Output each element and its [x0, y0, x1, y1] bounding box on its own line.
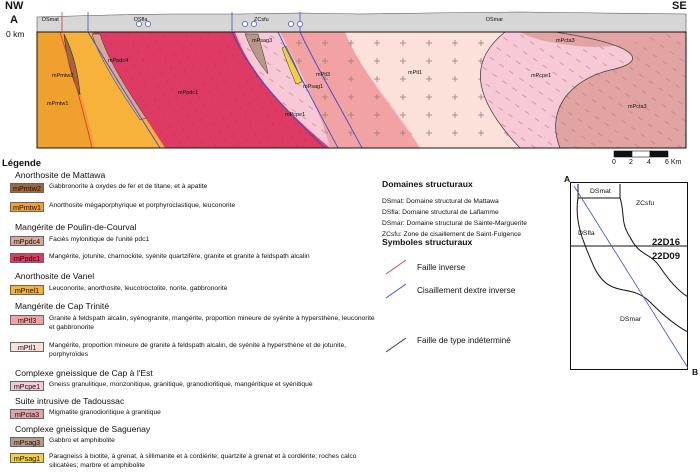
legend-item-mppdc1	[10, 253, 379, 265]
unit-label: mPsag3	[252, 38, 273, 44]
legend-desc: Anorthosite mégaporphyrique et porphyroclastique, leuconorite	[49, 202, 236, 209]
legend-desc: Mangérite, proportion mineure de granite à feldspath alcalin, de syénite à hypersthène et de jotunite, porphyroïdes	[49, 342, 347, 358]
legend-desc: Paragneiss à biotite, à grenat, à sillimanite et à cordiérite; quartzite à grenat et à cordiérite; roches calco silicatées; marbre et amphibolite	[49, 453, 357, 469]
unit-label: mPsag1	[303, 84, 324, 90]
unit-label: mPcpe1	[531, 73, 552, 79]
domain-tag: DSfla	[134, 17, 148, 23]
domain-line: DSmat: Domaine structural de Mattawa	[382, 198, 499, 205]
unit-label: mPpdc1	[178, 90, 199, 96]
legend-swatch: mPtl3	[10, 315, 44, 325]
legend-title: Légende	[2, 158, 42, 169]
locmap-zone: ZCsfu	[636, 200, 655, 207]
unit-label: mPcta3	[628, 104, 647, 110]
legend-desc: Mangérite, jotunite, charnockite, syénite quartzifère, granite et granite à feldspath alcalin	[49, 253, 310, 260]
domain-line: DSmar: Domaine structural de Sainte-Marguerite	[382, 220, 527, 227]
legend-group-title: Mangérite de Poulin-de-Courval	[15, 222, 137, 232]
legend-group-title: Anorthosite de Vanel	[15, 271, 95, 281]
unit-label: mPmtw1	[47, 101, 69, 107]
symbol-lines	[382, 256, 412, 356]
locmap-sheet-bottom: 22D09	[652, 251, 680, 262]
legend-group-title: Suite intrusive de Tadoussac	[15, 396, 125, 406]
legend-item-mpcta3	[10, 409, 379, 421]
domain-tag: DSmar	[486, 17, 504, 23]
domain-line: DSfla: Domaine structural de Laflamme	[382, 209, 499, 216]
domain-tag: DSmat	[42, 17, 59, 23]
legend-item-mpcpe1	[10, 381, 379, 393]
legend-item-mptl3	[10, 315, 379, 335]
legend-desc: Gabbronorite à oxydes de fer et de titane, et à apatite	[49, 183, 208, 190]
legend-swatch: mPsag3	[10, 437, 44, 447]
domain-line: ZCsfu: Zone de cisaillement de Saint-Fulgence	[382, 231, 522, 238]
dextral-shear-symbol	[386, 284, 406, 298]
legend-group-title: Complexe gneissique de Cap à l'Est	[15, 368, 153, 378]
unit-label: mPcpe1	[285, 112, 306, 118]
locmap-sheet-top: 22D16	[652, 237, 680, 248]
legend-swatch: mPsag1	[10, 453, 44, 463]
legend-swatch: mPmtw2	[10, 183, 44, 193]
unit-label: mPcta3	[556, 38, 575, 44]
symbol-label: Faille de type indéterminé	[417, 336, 511, 345]
legend-swatch: mPmtw1	[10, 202, 44, 212]
undetermined-fault-symbol	[386, 338, 406, 352]
legend-desc: Faciès mylonitique de l'unité pdc1	[49, 236, 150, 243]
unit-label: mPtl1	[408, 70, 423, 76]
shear-sense-symbol	[242, 21, 247, 26]
legend-item-mpsag3	[10, 437, 379, 449]
domain-tag: ZCsfu	[254, 17, 269, 23]
legend-desc: Gneiss granulitique, monzonitique, granitique, granodioritique, mangéritique et syénitique	[49, 381, 313, 388]
shear-sense-symbol	[288, 21, 293, 26]
location-map	[570, 182, 688, 370]
scale-label: 6 Km	[665, 159, 682, 166]
legend-item-mpsag1	[10, 453, 379, 473]
locmap-end-b: B	[692, 367, 699, 377]
unit-label: mPpdc4	[108, 58, 129, 64]
locmap-end-a: A	[564, 174, 571, 184]
shear-sense-symbol	[297, 21, 302, 26]
depth-label: 0 km	[6, 29, 25, 39]
legend-swatch: mPcpe1	[10, 381, 44, 391]
legend-item-mptl1	[10, 342, 379, 362]
legend-swatch: mPpdc4	[10, 236, 44, 246]
symbol-label: Cisaillement dextre inverse	[417, 286, 516, 295]
locmap-zone: DSfla	[578, 230, 595, 237]
locmap-zone: DSmat	[590, 188, 611, 195]
legend-desc: Migmatite granodioritique à granitique	[49, 409, 161, 416]
legend-item-mppdc4	[10, 236, 379, 248]
legend-desc: Gabbro et amphibolite	[49, 437, 115, 444]
corner-nw-label: NW	[5, 0, 24, 12]
domains-title: Domaines structuraux	[382, 179, 473, 189]
scale-label: 2	[629, 159, 633, 166]
cross-section	[0, 0, 700, 160]
legend-item-mpnel1	[10, 285, 379, 297]
legend-swatch: mPcta3	[10, 409, 44, 419]
scale-label: 0	[612, 159, 616, 166]
corner-se-label: SE	[672, 0, 687, 12]
legend-swatch: mPtl1	[10, 342, 44, 352]
legend-desc: Granite à feldspath alcalin, syénogranite, mangérite, proportion mineure de syénite à hypersthène, leuconorite et gabbronorite	[49, 315, 375, 331]
section-end-a: A	[10, 14, 18, 26]
legend-swatch: mPnel1	[10, 285, 44, 295]
legend-group-title: Anorthosite de Mattawa	[15, 170, 106, 180]
scale-bar	[612, 150, 674, 158]
reverse-fault-symbol	[386, 260, 406, 274]
legend-desc: Leuconorite, anorthosite, leucotroctolite, norite, gabbronorite	[49, 285, 228, 292]
scale-label: 4	[647, 159, 651, 166]
symbols-title: Symboles structuraux	[382, 237, 473, 247]
legend-item-mpmtw1	[10, 202, 379, 214]
locmap-zone: DSmar	[620, 316, 642, 323]
unit-label: mPmtw2	[52, 73, 74, 79]
legend-group-title: Complexe gneissique de Saguenay	[15, 424, 151, 434]
legend-swatch: mPpdc1	[10, 253, 44, 263]
legend-item-mpmtw2	[10, 183, 379, 195]
symbol-label: Faille inverse	[417, 263, 466, 272]
legend-group-title: Mangérite de Cap Trinité	[15, 301, 110, 311]
unit-label: mPtl3	[316, 72, 331, 78]
